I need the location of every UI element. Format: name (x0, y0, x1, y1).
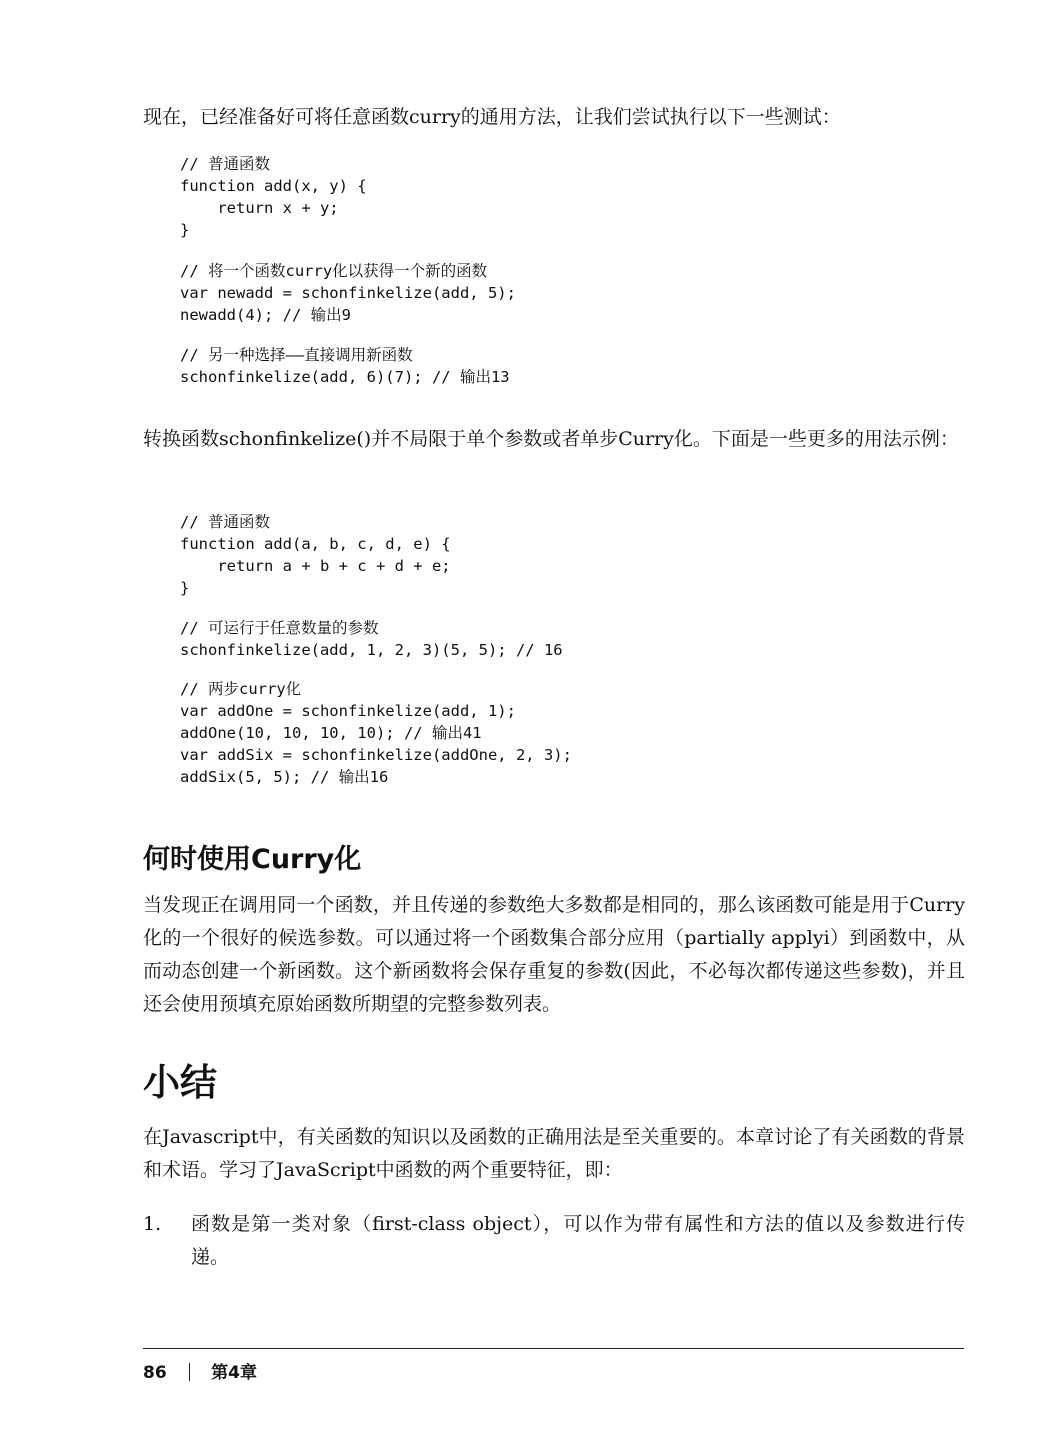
code-block-newadd: // 将一个函数curry化以获得一个新的函数 var newadd = schonfinkelize(add, 5); newadd(4); // 输出9 (180, 262, 516, 324)
page-footer (143, 1360, 257, 1386)
summary-paragraph: 在Javascript中，有关函数的知识以及函数的正确用法是至关重要的。本章讨论了有关函数的背景和术语。学习了JavaScript中函数的两个重要特征，即： (143, 1126, 965, 1181)
list-item-number: 1. (143, 1213, 162, 1235)
page-number: 86 (143, 1363, 167, 1383)
code-block-add-two-args: // 普通函数 function add(x, y) { return x + y; } (180, 155, 367, 239)
section-heading: 何时使用Curry化 (143, 844, 362, 875)
section-paragraph: 当发现正在调用同一个函数，并且传递的参数绝大多数都是相同的，那么该函数可能是用于Curry化的一个很好的候选参数。可以通过将一个函数集合部分应用（partially applyi）到函数中，从而动态创建一个新函数。这个新函数将会保存重复的参数(因此，不必每次都传递这些参数)，并且还会使用预填充原始函数所期望的完整参数列表。 (143, 894, 965, 1015)
intro-paragraph: 现在，已经准备好可将任意函数curry的通用方法，让我们尝试执行以下一些测试： (143, 106, 841, 128)
summary-heading: 小结 (143, 1061, 217, 1104)
code-block-any-args: // 可运行于任意数量的参数 schonfinkelize(add, 1, 2, 3)(5, 5); // 16 (180, 619, 563, 659)
footer-divider (143, 1348, 964, 1349)
code-block-direct-call: // 另一种选择——直接调用新函数 schonfinkelize(add, 6)(7); // 输出13 (180, 346, 510, 386)
list-item-text: 函数是第一类对象（first-class object），可以作为带有属性和方法的值以及参数进行传递。 (191, 1213, 965, 1268)
footer-separator (189, 1363, 191, 1381)
paragraph-schonfinkelize: 转换函数schonfinkelize()并不局限于单个参数或者单步Curry化。下面是一些更多的用法示例： (143, 428, 959, 450)
code-block-two-step: // 两步curry化 var addOne = schonfinkelize(add, 1); addOne(10, 10, 10, 10); // 输出41 var addSix = schonfinkelize(addOne, 2, 3); addSix(5, 5); // 输出16 (180, 680, 572, 786)
chapter-label: 第4章 (211, 1363, 258, 1383)
code-block-add-five-args: // 普通函数 function add(a, b, c, d, e) { return a + b + c + d + e; } (180, 513, 451, 597)
